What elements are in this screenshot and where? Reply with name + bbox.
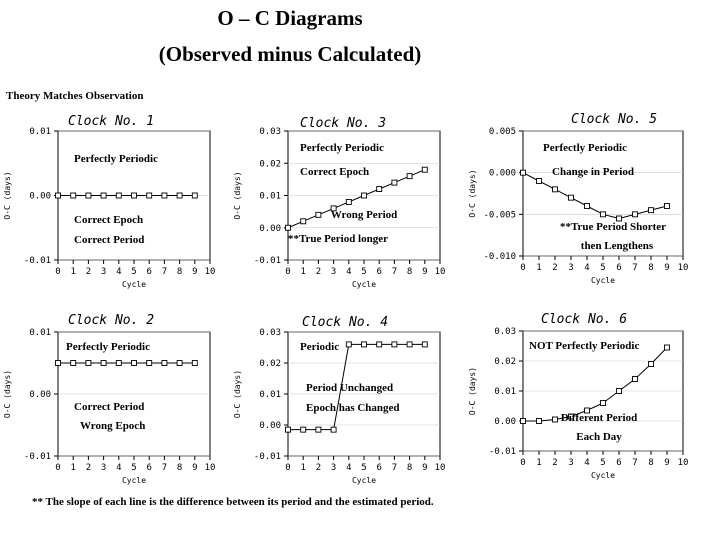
- data-point: [601, 401, 606, 406]
- y-tick-label: 0.00: [29, 191, 51, 202]
- data-point: [569, 195, 574, 200]
- x-tick-label: 7: [632, 458, 638, 468]
- data-point: [316, 427, 321, 432]
- data-point: [362, 193, 367, 198]
- x-tick-label: 4: [116, 463, 122, 473]
- data-point: [147, 193, 152, 198]
- page-subtitle-calc: (Observed minus Calculated): [158, 42, 422, 66]
- x-tick-label: 3: [330, 463, 337, 473]
- data-point: [316, 212, 321, 217]
- x-axis-label: Cycle: [590, 471, 616, 480]
- x-tick-label: 5: [131, 267, 137, 277]
- y-tick-label: -0.01: [488, 447, 516, 457]
- annotation: then Lengthens: [580, 240, 654, 252]
- data-point: [162, 193, 167, 198]
- data-point: [585, 204, 590, 209]
- chart-clock-1: [3, 114, 215, 289]
- x-tick-label: 5: [600, 263, 606, 273]
- data-point: [286, 225, 291, 230]
- y-tick-label: 0.02: [259, 159, 281, 170]
- annotation: Perfectly Periodic: [300, 142, 384, 154]
- y-tick-label: -0.01: [253, 256, 281, 266]
- data-point: [649, 208, 654, 213]
- data-point: [407, 342, 412, 347]
- section-heading: Theory Matches Observation: [6, 90, 144, 102]
- annotation: Change in Period: [552, 166, 634, 178]
- x-tick-label: 4: [346, 463, 352, 473]
- annotation: Period Unchanged: [306, 382, 394, 394]
- x-tick-label: 8: [406, 463, 413, 473]
- x-tick-label: 9: [664, 458, 670, 468]
- y-tick-label: -0.005: [483, 210, 516, 221]
- x-tick-label: 4: [346, 267, 352, 277]
- data-point: [553, 417, 558, 422]
- data-point: [601, 212, 606, 217]
- x-tick-label: 4: [584, 263, 590, 273]
- x-tick-label: 4: [584, 458, 590, 468]
- x-tick-label: 3: [330, 267, 337, 277]
- x-tick-label: 2: [315, 267, 322, 277]
- x-tick-label: 3: [100, 267, 107, 277]
- annotation: Wrong Period: [330, 209, 398, 221]
- data-point: [71, 361, 76, 366]
- y-tick-label: -0.01: [23, 256, 51, 266]
- x-tick-label: 6: [146, 463, 152, 473]
- data-point: [147, 361, 152, 366]
- x-tick-label: 0: [520, 458, 526, 468]
- x-tick-label: 0: [55, 267, 61, 277]
- data-point: [71, 193, 76, 198]
- chart-title: Clock No. 1: [68, 114, 155, 129]
- x-tick-label: 6: [376, 463, 382, 473]
- x-tick-label: 7: [391, 267, 398, 277]
- data-point: [633, 212, 638, 217]
- data-point: [192, 361, 197, 366]
- chart-title: Clock No. 2: [68, 313, 155, 328]
- x-tick-label: 1: [300, 267, 306, 277]
- y-tick-label: 0.03: [259, 328, 281, 338]
- data-point: [86, 361, 91, 366]
- annotation: Perfectly Periodic: [74, 153, 158, 165]
- annotation: Each Day: [576, 431, 622, 443]
- x-tick-label: 10: [434, 267, 446, 277]
- x-tick-label: 0: [285, 463, 291, 473]
- data-point: [162, 361, 167, 366]
- annotation: Periodic: [300, 341, 340, 353]
- x-tick-label: 0: [520, 263, 526, 273]
- x-tick-label: 10: [677, 263, 689, 273]
- y-tick-label: 0.005: [488, 127, 516, 137]
- x-tick-label: 2: [315, 463, 322, 473]
- y-axis-label: O-C (days): [233, 369, 242, 419]
- annotation: NOT Perfectly Periodic: [529, 340, 640, 352]
- y-tick-label: -0.010: [483, 252, 516, 262]
- y-tick-label: 0.00: [259, 421, 281, 431]
- x-tick-label: 8: [648, 263, 654, 273]
- y-tick-label: 0.000: [488, 168, 516, 179]
- x-tick-label: 2: [552, 263, 558, 273]
- data-point: [301, 219, 306, 224]
- data-point: [665, 345, 670, 350]
- y-axis-label: O-C (days): [468, 169, 477, 218]
- data-point: [392, 180, 397, 185]
- x-tick-label: 7: [161, 463, 168, 473]
- x-tick-label: 1: [70, 463, 76, 473]
- data-point: [665, 204, 670, 209]
- data-point: [553, 187, 558, 192]
- x-tick-label: 9: [422, 267, 428, 277]
- x-tick-label: 10: [434, 463, 446, 473]
- y-axis-label: O-C (days): [468, 366, 477, 416]
- y-axis-label: O-C (days): [3, 171, 12, 220]
- annotation: Perfectly Periodic: [543, 142, 627, 154]
- chart-clock-3: [468, 112, 688, 285]
- data-point: [56, 193, 61, 198]
- data-point: [377, 187, 382, 192]
- y-tick-label: 0.01: [494, 387, 516, 397]
- annotation: Perfectly Periodic: [66, 341, 150, 353]
- annotation: **True Period Shorter: [559, 221, 667, 233]
- data-point: [101, 193, 106, 198]
- x-axis-label: Cycle: [590, 276, 616, 285]
- x-tick-label: 5: [600, 458, 606, 468]
- x-axis-label: Cycle: [121, 280, 147, 289]
- y-tick-label: 0.02: [494, 357, 516, 367]
- data-point: [116, 193, 121, 198]
- data-point: [617, 389, 622, 394]
- y-tick-label: 0.00: [259, 223, 281, 234]
- x-tick-label: 8: [176, 463, 183, 473]
- y-tick-label: -0.01: [23, 452, 51, 462]
- x-tick-label: 9: [422, 463, 428, 473]
- x-tick-label: 10: [204, 267, 216, 277]
- chart-clock-4: [3, 313, 215, 485]
- chart-clock-6: [468, 312, 688, 480]
- x-tick-label: 6: [616, 263, 622, 273]
- y-tick-label: 0.01: [259, 390, 281, 400]
- x-axis-label: Cycle: [351, 280, 377, 289]
- x-axis-label: Cycle: [121, 476, 147, 485]
- x-tick-label: 10: [677, 458, 689, 468]
- data-point: [116, 361, 121, 366]
- x-tick-label: 0: [55, 463, 61, 473]
- data-point: [649, 362, 654, 367]
- x-tick-label: 7: [161, 267, 168, 277]
- data-point: [101, 361, 106, 366]
- data-point: [177, 361, 182, 366]
- x-tick-label: 6: [616, 458, 622, 468]
- data-point: [521, 419, 526, 424]
- x-tick-label: 6: [146, 267, 152, 277]
- data-point: [177, 193, 182, 198]
- x-tick-label: 4: [116, 267, 122, 277]
- data-point: [86, 193, 91, 198]
- data-point: [392, 342, 397, 347]
- annotation: Epoch has Changed: [306, 402, 400, 414]
- x-tick-label: 8: [406, 267, 413, 277]
- page-title: O – C Diagrams: [217, 6, 363, 30]
- x-tick-label: 3: [100, 463, 107, 473]
- x-axis-label: Cycle: [351, 476, 377, 485]
- data-point: [132, 361, 137, 366]
- chart-clock-2: [233, 116, 445, 289]
- data-point: [301, 427, 306, 432]
- data-point: [422, 342, 427, 347]
- data-point: [346, 342, 351, 347]
- chart-title: Clock No. 4: [302, 315, 389, 330]
- chart-title: Clock No. 6: [541, 312, 628, 327]
- x-tick-label: 5: [131, 463, 137, 473]
- data-point: [132, 193, 137, 198]
- x-tick-label: 1: [536, 458, 542, 468]
- y-tick-label: -0.01: [253, 452, 281, 462]
- x-tick-label: 7: [391, 463, 398, 473]
- x-tick-label: 6: [376, 267, 382, 277]
- data-point: [286, 427, 291, 432]
- data-point: [377, 342, 382, 347]
- y-axis-label: O-C (days): [233, 171, 242, 220]
- x-tick-label: 7: [632, 263, 638, 273]
- footnote: ** The slope of each line is the difference between its period and the estimated period.: [32, 496, 434, 508]
- chart-title: Clock No. 3: [300, 116, 387, 131]
- y-tick-label: 0.00: [29, 390, 51, 400]
- chart-title: Clock No. 5: [571, 112, 658, 127]
- x-tick-label: 9: [664, 263, 670, 273]
- y-tick-label: 0.01: [29, 127, 51, 137]
- x-tick-label: 3: [568, 458, 574, 468]
- x-tick-label: 2: [85, 463, 92, 473]
- x-tick-label: 2: [552, 458, 558, 468]
- data-point: [422, 167, 427, 172]
- x-tick-label: 5: [361, 463, 367, 473]
- data-point: [346, 199, 351, 204]
- annotation: Correct Period: [74, 234, 145, 246]
- x-tick-label: 2: [85, 267, 92, 277]
- x-tick-label: 1: [536, 263, 542, 273]
- annotation: **True Period longer: [288, 233, 388, 245]
- data-point: [633, 377, 638, 382]
- x-tick-label: 8: [176, 267, 183, 277]
- y-tick-label: 0.01: [29, 328, 51, 338]
- data-point: [521, 170, 526, 175]
- annotation: Correct Epoch: [300, 166, 370, 178]
- data-point: [362, 342, 367, 347]
- annotation: Different Period: [560, 412, 638, 424]
- chart-clock-5: [233, 315, 445, 485]
- y-tick-label: 0.03: [494, 327, 516, 337]
- y-axis-label: O-C (days): [3, 369, 12, 419]
- y-tick-label: 0.01: [259, 191, 281, 202]
- data-point: [537, 179, 542, 184]
- data-point: [537, 419, 542, 424]
- x-tick-label: 3: [568, 263, 574, 273]
- series-line: [523, 348, 667, 422]
- y-tick-label: 0.03: [259, 127, 281, 137]
- y-tick-label: 0.02: [259, 359, 281, 369]
- annotation: Correct Period: [74, 401, 145, 413]
- x-tick-label: 1: [70, 267, 76, 277]
- data-point: [56, 361, 61, 366]
- y-tick-label: 0.00: [494, 417, 516, 427]
- series-line: [523, 173, 667, 219]
- data-point: [407, 174, 412, 179]
- x-tick-label: 10: [204, 463, 216, 473]
- annotation: Wrong Epoch: [80, 420, 146, 432]
- x-tick-label: 8: [648, 458, 654, 468]
- annotation: Correct Epoch: [74, 214, 144, 226]
- x-tick-label: 5: [361, 267, 367, 277]
- data-point: [192, 193, 197, 198]
- data-point: [331, 427, 336, 432]
- x-tick-label: 1: [300, 463, 306, 473]
- x-tick-label: 9: [192, 463, 198, 473]
- x-tick-label: 9: [192, 267, 198, 277]
- x-tick-label: 0: [285, 267, 291, 277]
